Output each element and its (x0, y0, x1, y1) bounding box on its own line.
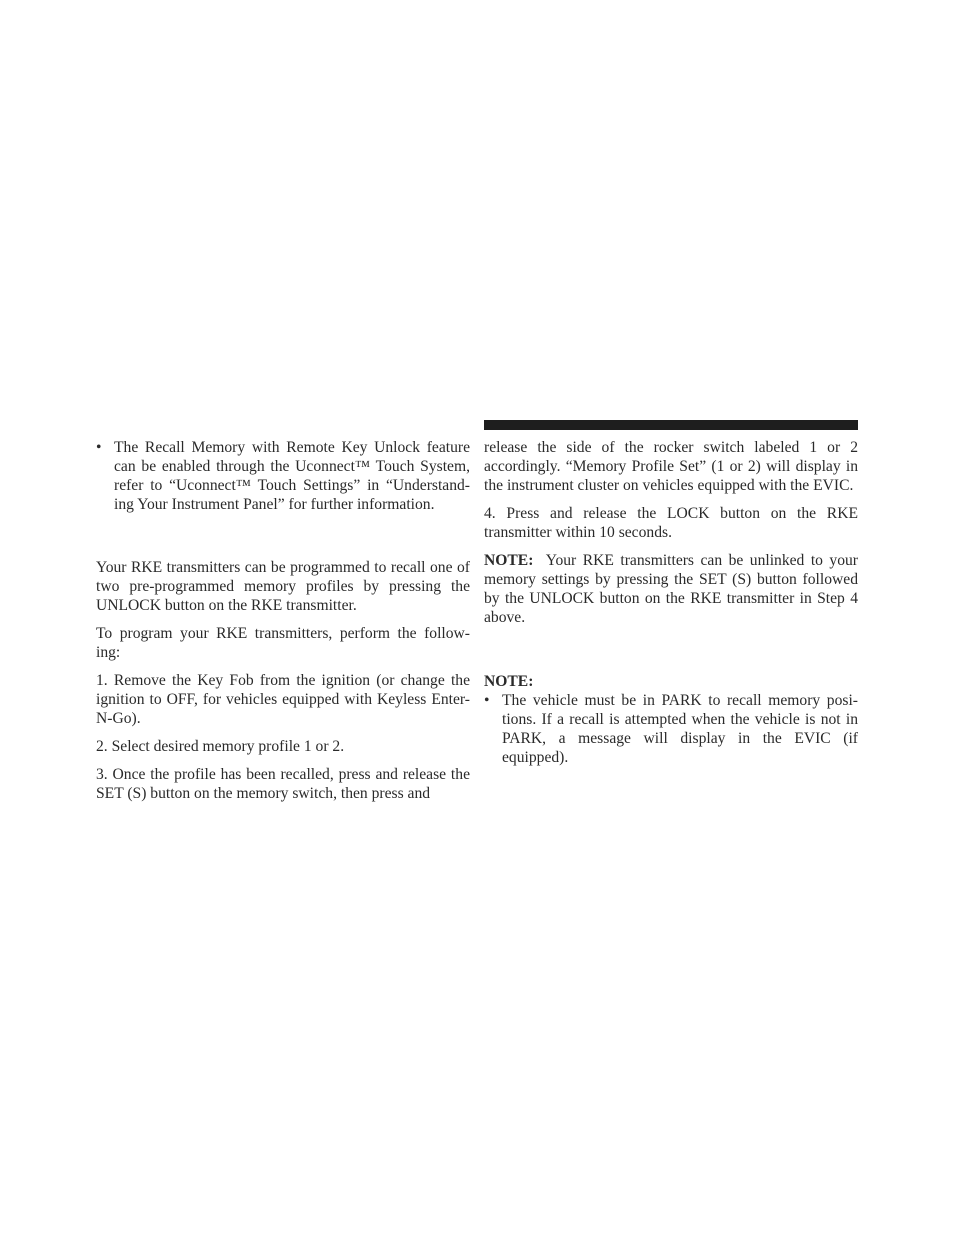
bullet-text: The vehicle must be in PARK to recall memory posi- tions. If a recall is attempted when the vehicle is not in PARK, a message will display in the EVIC (if equipped). (502, 692, 858, 766)
note-label: NOTE: (484, 552, 534, 569)
recall-memory-bullet (96, 438, 470, 514)
step-3: 3. Once the profile has been recalled, press and release the SET (S) button on the memory switch, then press and (96, 766, 470, 802)
rke-intro-paragraph: Your RKE transmitters can be programmed to recall one of two pre-programmed memory profiles by pressing the UNLOCK button on the RKE transmitter. (96, 559, 470, 614)
step-1: 1. Remove the Key Fob from the ignition (or change the ignition to OFF, for vehicles equipped with Keyless Enter-N-Go). (96, 672, 470, 727)
section-header-bar (484, 420, 858, 430)
right-column (484, 438, 858, 767)
left-column (96, 438, 470, 812)
note-unlink (484, 551, 858, 627)
step-3-continued: release the side of the rocker switch labeled 1 or 2 accordingly. “Memory Profile Set” (1 or 2) will display in the instrument cluster on vehicles equipped with the EVIC. (484, 439, 858, 494)
bullet-dot: • (96, 439, 102, 456)
step-2: 2. Select desired memory profile 1 or 2. (96, 738, 345, 755)
note-text: Your RKE transmitters can be unlinked to your memory settings by pressing the SET (S) button followed by the UNLOCK button on the RKE transmitter in Step 4 above. (484, 552, 859, 626)
step-4: 4. Press and release the LOCK button on the RKE transmitter within 10 seconds. (484, 505, 858, 541)
bullet-text: The Recall Memory with Remote Key Unlock feature can be enabled through the Uconnect™ Touch System, refer to “Uconnect™ Touch Settings” in “Understand- ing Your Instrument Panel” for further information. (114, 439, 470, 513)
bullet-dot: • (484, 692, 490, 709)
park-note-bullet (484, 691, 858, 767)
rke-program-paragraph: To program your RKE transmitters, perform the follow- ing: (96, 625, 470, 661)
note-label-2: NOTE: (484, 673, 534, 690)
